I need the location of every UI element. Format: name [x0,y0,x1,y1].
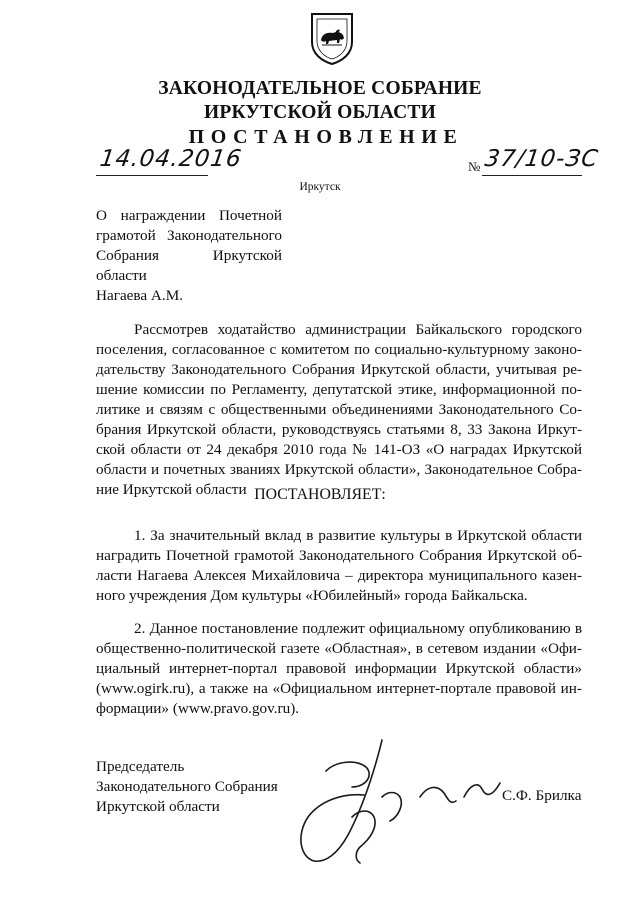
document-subject [96,206,282,306]
organization-name-line2: ИРКУТСКОЙ ОБЛАСТИ [204,102,436,123]
item-line: ласти Нагаева Алексея Михайловича – директора муниципального казен- [96,567,582,584]
preamble-line: брания Иркутской области, руководствуясь статьями 8, 33 Закона Иркут- [96,421,582,438]
item-line: общественно-политической газете «Областная», в сетевом издании «Офи- [96,640,582,657]
number-sign: № [468,159,481,174]
subject-line: грамотой Законодательного [96,227,282,244]
preamble-paragraph [96,320,582,500]
signatory-name: С.Ф. Брилка [502,787,582,804]
decree-item-1 [96,526,582,606]
preamble-line: литике и связям с общественными объединениями Законодательного Со- [96,401,582,418]
decree-item-2 [96,619,582,719]
coat-of-arms-icon [308,10,356,66]
preamble-line: шение комиссии по Регламенту, депутатской этике, информационной по- [96,381,582,398]
item-line: формации» (www.pravo.gov.ru). [96,700,300,717]
item-line: 1. За значительный вклад в развитие культуры в Иркутской области [134,527,582,544]
preamble-line: поселения, согласованное с комитетом по социально-культурному законо- [96,341,582,358]
organization-name-line1: ЗАКОНОДАТЕЛЬНОЕ СОБРАНИЕ [158,78,482,99]
document-number: 37/10-ЗС [483,146,601,172]
subject-line: О награждении Почетной [96,207,282,224]
date-underline [96,175,208,176]
item-line: наградить Почетной грамотой Законодательного Собрания Иркутской об- [96,547,582,564]
document-date: 14.04.2016 [98,146,244,172]
handwritten-signature-icon [286,735,516,905]
decree-heading: ПОСТАНОВЛЯЕТ: [254,486,386,503]
number-underline [482,175,582,176]
preamble-line: области и почетных званиях Иркутской области», Законодательное Собра- [96,461,582,478]
preamble-line: Рассмотрев ходатайство администрации Байкальского городского [134,321,582,338]
signatory-title [96,757,278,817]
item-line: ного учреждения Дом культуры «Юбилейный» города Байкальска. [96,587,528,604]
item-line: (www.ogirk.ru), а также на «Официальном интернет-портале правовой ин- [96,680,582,697]
signatory-title-line: Иркутской области [96,798,220,815]
city-name: Иркутск [299,181,341,193]
subject-line: Собрания Иркутской области [96,247,282,284]
document-type-title: ПОСТАНОВЛЕНИЕ [188,126,464,148]
signatory-title-line: Председатель [96,758,185,775]
preamble-line: дательству Законодательного Собрания Иркутской области, учитывая ре- [96,361,582,378]
preamble-line: ние Иркутской области [96,481,247,498]
item-line: циальный интернет-портал правовой информации Иркутской области» [96,660,582,677]
item-line: 2. Данное постановление подлежит официальному опубликованию в [134,620,582,637]
subject-line: Нагаева А.М. [96,287,183,304]
signatory-title-line: Законодательного Собрания [96,778,278,795]
preamble-line: ской области от 24 декабря 2010 года № 141-ОЗ «О наградах Иркутской [96,441,582,458]
